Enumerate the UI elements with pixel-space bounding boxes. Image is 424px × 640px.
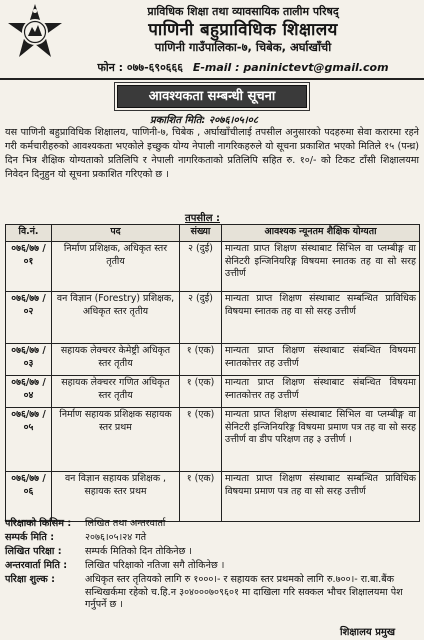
row-qualification: मान्यता प्राप्त शिक्षण संस्थाबाट संबन्धित विषयमा स्नातकोत्तर तह उत्तीर्ण — [222, 344, 420, 376]
row-serial: ०७६/७७ /०२ — [6, 292, 52, 344]
info-label: सम्पर्क मिति : — [5, 532, 55, 543]
school-address: पाणिनी गाउँपालिका-७, चिबेक, अर्घाखाँची — [154, 40, 332, 54]
row-post: निर्माण प्रशिक्षक, अधिकृत स्तर तृतीय — [52, 242, 180, 292]
header-post: पद — [52, 225, 180, 242]
row-count: १ (एक) — [180, 408, 222, 472]
info-value: लिखित परिक्षाको नतिजा सगै तोकिनेछ । — [85, 560, 225, 571]
table-row — [6, 344, 420, 376]
table-row — [6, 376, 420, 408]
info-label: परिक्षा शुल्क : — [5, 574, 55, 585]
info-label: परिक्षाको किसिम : — [5, 518, 72, 529]
row-serial: ०७६/७७ /०३ — [6, 344, 52, 376]
table-row — [6, 292, 420, 344]
info-value: अधिकृत स्तर तृतियको लागि रु १०००।- र सहायक स्तर प्रथमको लागि रु.७००।- रा.बा.बैंक सन्धिखर्कमा रहेको च.हि.न ३०४०००७०९६०१ मा दाखिला गरि सक्कल भौचर शिक्षालयमा पेश गर्नुपर्ने छ । — [85, 574, 403, 610]
table-header-row — [6, 225, 420, 242]
row-qualification: मान्यता प्राप्त शिक्षण संस्थाबाट सम्बन्धित प्राविधिक विषयमा प्रमाण पत्र तह वा सो सरह उत्तीर्ण — [222, 472, 420, 522]
intro-paragraph: यस पाणिनी बहुप्राविधिक शिक्षालय, पाणिनी-७, चिबेक , अर्घाखाँचीलाई तपसील अनुसारको पदहरुमा सेवा करारमा रहने गरी कर्मचारीहरुको आवश्यकता भएकोले इच्छुक योग्य नेपाली नागरिकहरुले यो सूचना प्रकाशित भएको मितिले १५ (पन्ध्र) दिन भित्र शैक्षिक योग्यताको प्रतिलिपि र नेपाली नागरिकताको प्रतिलिपि सहित रु. १०/- को टिकट टाँसी शिक्षालयमा निवेदन दिनुहुन यो सूचना प्रकाशित गरिएको छ । — [5, 127, 419, 180]
contact-line — [70, 60, 416, 75]
row-qualification: मान्यता प्राप्त शिक्षण संस्थाबाट सिभिल वा प्लम्बीङ्ग वा सेनिटरी इन्जिनियरिङ्ग विषयमा प्रमाण पत्र तह वा सो सरह उत्तीर्ण वा डीप परिक्षण तह ३ उत्तीर्ण । — [222, 408, 420, 472]
info-written-exam — [5, 546, 419, 559]
row-post: वन विज्ञान (Forestry) प्रशिक्षक, अधिकृत स्तर तृतीय — [52, 292, 180, 344]
row-serial: ०७६/७७ /०१ — [6, 242, 52, 292]
row-count: १ (एक) — [180, 472, 222, 522]
council-name: प्राविधिक शिक्षा तथा व्यावसायिक तालीम परिषद् — [147, 5, 339, 18]
header-qualification: आवश्यक न्यूनतम शैक्षिक योग्यता — [222, 225, 420, 242]
notice-title: आवश्यकता सम्बन्धी सूचना — [117, 85, 307, 108]
table-row — [6, 242, 420, 292]
info-contact-date — [5, 532, 419, 545]
email-address: paninictevt@gmail.com — [243, 61, 389, 74]
row-qualification: मान्यता प्राप्त शिक्षण संस्थाबाट सम्बन्धित प्राविधिक विषयमा स्नातक तह वा सो सरह उत्तीर्ण — [222, 292, 420, 344]
phone-number: ०७७-६९०६६६ — [126, 61, 183, 74]
school-name: पाणिनी बहुप्राविधिक शिक्षालय — [148, 20, 338, 40]
vacancy-table — [5, 224, 420, 522]
phone-label: फोन : — [97, 61, 124, 74]
table-row — [6, 408, 420, 472]
info-exam-type — [5, 518, 419, 531]
row-serial: ०७६/७७ /०४ — [6, 376, 52, 408]
row-serial: ०७६/७७ /०५ — [6, 408, 52, 472]
row-post: वन विज्ञान सहायक प्रशिक्षक , सहायक स्तर प्रथम — [52, 472, 180, 522]
info-label: अन्तरवार्ता मिति : — [5, 560, 68, 571]
details-heading: तपसील : — [185, 213, 220, 224]
row-qualification: मान्यता प्राप्त शिक्षण संस्थाबाट संबन्धित विषयमा स्नातकोत्तर तह उत्तीर्ण — [222, 376, 420, 408]
info-value: लिखित तथा अन्तरवार्ता — [85, 518, 166, 529]
header-divider — [0, 78, 424, 80]
table-row — [6, 472, 420, 522]
info-value: सम्पर्क मितिको दिन तोकिनेछ । — [85, 546, 192, 557]
email-label: E-mail : — [192, 61, 240, 74]
info-interview-date — [5, 560, 419, 573]
nepal-emblem-logo — [6, 3, 64, 61]
row-post: निर्माण सहायक प्रशिक्षक सहायक स्तर प्रथम — [52, 408, 180, 472]
info-exam-fee — [5, 574, 419, 614]
header-count: संख्या — [180, 225, 222, 242]
row-count: २ (दुई) — [180, 242, 222, 292]
signature-title: शिक्षालय प्रमुख — [340, 627, 396, 638]
row-post: सहायक लेक्चरर गणित अधिकृत स्तर तृतीय — [52, 376, 180, 408]
row-serial: ०७६/७७ /०६ — [6, 472, 52, 522]
info-label: लिखित परिक्षा : — [5, 546, 62, 557]
row-qualification: मान्यता प्राप्त शिक्षण संस्थाबाट सिभिल वा प्लम्बीङ्ग वा सेनिटरी इन्जिनियरिङ्ग विषयमा स्नातक तह वा सो सरह उत्तीर्ण — [222, 242, 420, 292]
row-count: १ (एक) — [180, 376, 222, 408]
row-post: सहायक लेक्चरर केमेष्ट्री अधिकृत स्तर तृतीय — [52, 344, 180, 376]
published-date: प्रकाशित मिति: २०७६।०५।०८ — [150, 115, 259, 126]
info-value: २०७६।०५।२४ गते — [85, 532, 147, 543]
header-serial: वि.नं. — [6, 225, 52, 242]
row-count: २ (दुई) — [180, 292, 222, 344]
row-count: १ (एक) — [180, 344, 222, 376]
